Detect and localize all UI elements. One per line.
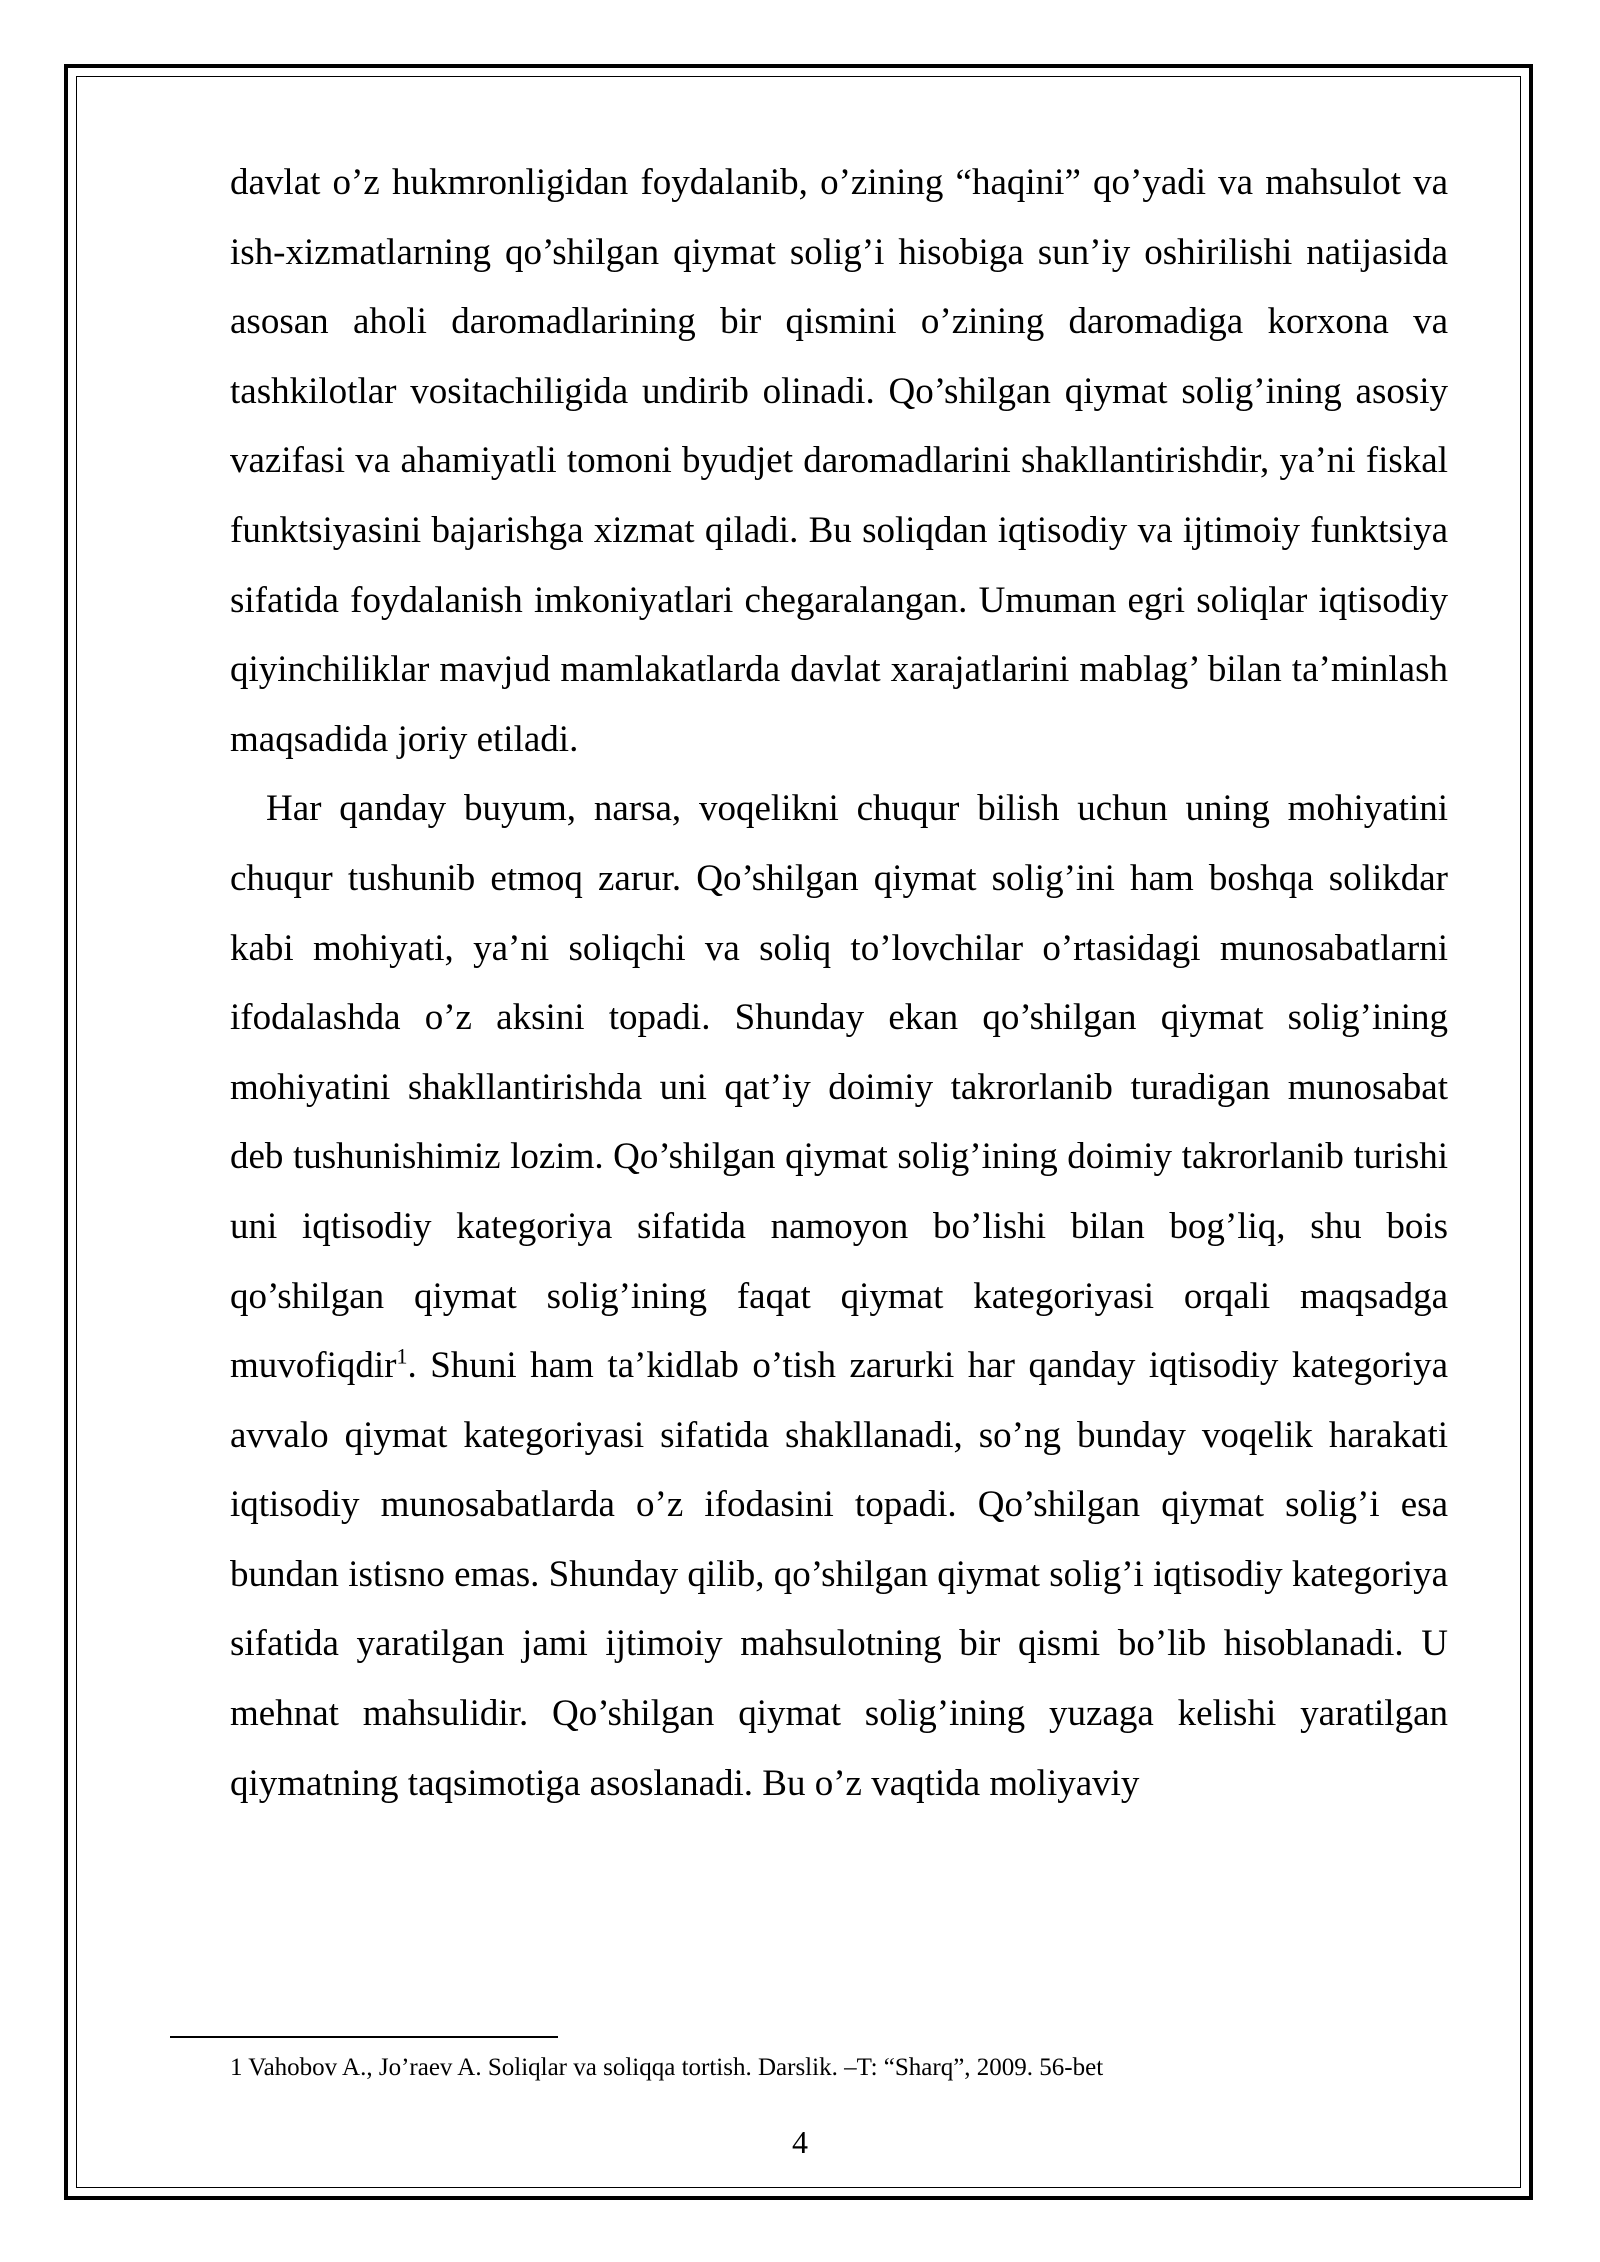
body-text [230,148,1448,1818]
text-line: sifatida yaratilgan jami ijtimoiy mahsulotning bir qismi bo’lib hisoblanadi. [230,1623,1404,1665]
footnote-separator [170,2036,558,2038]
text-line: kategoriyasi sifatida shakllanadi, so’ng bunday voqelik harakati iqtisodiy [230,1414,1449,1526]
text-line: davlat o’z hukmronligidan foydalanib, o’zining “haqini” qo’yadi va [230,162,1254,203]
paragraph-2 [230,774,1448,1818]
text-line: o’rtasidagi munosabatlarni ifodalashda o’z aksini topadi. Shunday ekan [230,927,1448,1039]
text-line: oshirilishi natijasida asosan aholi daromadlarining bir qismini o’zining [230,231,1448,343]
text-line: takrorlanib turadigan munosabat deb tushunishimiz lozim. Qo’shilgan [230,1066,1448,1178]
text-line: sifatida namoyon bo’lishi bilan bog’liq, shu bois qo’shilgan qiymat [230,1205,1448,1317]
text-line: Har qanday buyum, narsa, voqelikni chuqur bilish uchun uning [266,788,1270,830]
text-line: mahsulot va ish-xizmatlarning qo’shilgan qiymat solig’i hisobiga sun’iy [230,162,1448,273]
text-line: daromadlarini shakllantirishdir, ya’ni fiskal funktsiyasini bajarishga xizmat [230,440,1448,551]
text-line: imkoniyatlari chegaralangan. Umuman egri soliqlar iqtisodiy qiyinchiliklar [230,579,1448,691]
text-line: istisno emas. Shunday qilib, qo’shilgan qiymat solig’i iqtisodiy kategoriya [348,1553,1449,1595]
text-line: daromadiga korxona va tashkilotlar vositachiligida undirib olinadi. [230,301,1448,412]
text-line: qo’shilgan qiymat solig’ining mohiyatini shakllantirishda uni qat’iy doimiy [230,997,1449,1108]
text-line: solig’ining faqat qiymat kategoriyasi orqali maqsadga muvofiqdir [230,1275,1449,1387]
text-line: qiymat solig’ining doimiy takrorlanib turishi uni iqtisodiy kategoriya [230,1136,1449,1247]
text-line: maqsadida joriy etiladi. [230,718,579,760]
text-line: mohiyatini chuqur tushunib etmoq zarur. Qo’shilgan qiymat solig’ini ham [230,788,1448,899]
text-line: yaratilgan qiymatning taqsimotiga asoslanadi. Bu o’z vaqtida moliyaviy [230,1693,1448,1804]
text-line: boshqa solikdar kabi mohiyati, ya’ni soliqchi va soliq to’lovchilar [230,857,1448,969]
paragraph-1 [230,148,1448,774]
text-line: qiladi. Bu soliqdan iqtisodiy va ijtimoiy funktsiya sifatida foydalanish [230,509,1448,621]
text-line: ham ta’kidlab o’tish zarurki har qanday iqtisodiy kategoriya avvalo qiymat [230,1345,1449,1456]
text-line: Qo’shilgan qiymat solig’ining asosiy vazifasi va ahamiyatli tomoni byudjet [230,370,1449,482]
page-number: 4 [792,2124,808,2160]
text-line: mavjud mamlakatlarda davlat xarajatlarini mablag’ bilan ta’minlash [439,649,1448,691]
text-line: munosabatlarda o’z ifodasini topadi. Qo’shilgan qiymat solig’i esa bundan [230,1484,1449,1595]
footnote: 1 Vahobov A., Jo’raev A. Soliqlar va soliqqa tortish. Darslik. –T: “Sharq”, 2009. 56-bet [230,2054,1104,2081]
footnote-reference[interactable]: 1 [396,1343,408,1369]
text-line: U mehnat mahsulidir. Qo’shilgan qiymat solig’ining yuzaga kelishi [230,1623,1448,1735]
text-line: . Shuni [407,1345,517,1387]
